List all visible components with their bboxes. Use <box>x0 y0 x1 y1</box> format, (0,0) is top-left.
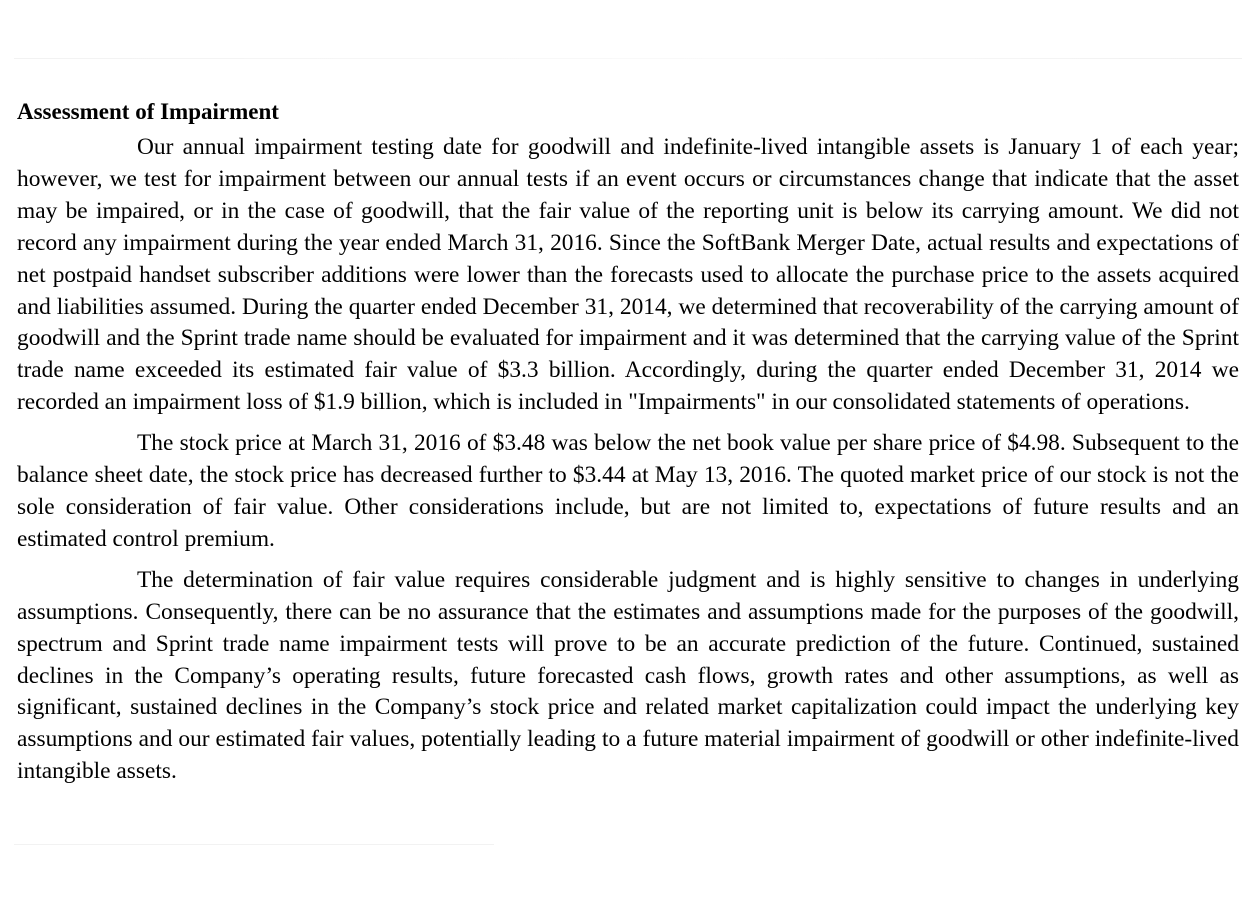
paragraph-impairment-testing: Our annual impairment testing date for goodwill and indefinite-lived intangible assets is January 1 of each year; however, we test for impairment between our annual tests if an event occurs or circumstances change that indicate that the asset may be impaired, or in the case of goodwill, that the fair value of the reporting unit is below its carrying amount. We did not record any impairment during the year ended March 31, 2016. Since the SoftBank Merger Date, actual results and expectations of net postpaid handset subscriber additions were lower than the forecasts used to allocate the purchase price to the assets acquired and liabilities assumed. During the quarter ended December 31, 2014, we determined that recoverability of the carrying amount of goodwill and the Sprint trade name should be evaluated for impairment and it was determined that the carrying value of the Sprint trade name exceeded its estimated fair value of $3.3 billion. Accordingly, during the quarter ended December 31, 2014 we recorded an impairment loss of $1.9 billion, which is included in "Impairments" in our consolidated statements of operations. <box>17 134 1239 416</box>
document-section <box>17 96 1239 788</box>
section-heading: Assessment of Impairment <box>17 99 279 124</box>
scan-edge-bottom <box>14 844 494 845</box>
scan-edge-top <box>14 58 1242 59</box>
paragraph-stock-price: The stock price at March 31, 2016 of $3.48 was below the net book value per share price of $4.98. Subsequent to the balance sheet date, the stock price has decreased further to $3.44 at May 13, 2016. The quoted market price of our stock is not the sole consideration of fair value. Other considerations include, but are not limited to, expectations of future results and an estimated control premium. <box>17 430 1239 552</box>
paragraph-fair-value-judgment: The determination of fair value requires considerable judgment and is highly sensitive to changes in underlying assumptions. Consequently, there can be no assurance that the estimates and assumptions made for the purposes of the goodwill, spectrum and Sprint trade name impairment tests will prove to be an accurate prediction of the future. Continued, sustained declines in the Company’s operating results, future forecasted cash flows, growth rates and other assumptions, as well as significant, sustained declines in the Company’s stock price and related market capitalization could impact the underlying key assumptions and our estimated fair values, potentially leading to a future material impairment of goodwill or other indefinite-lived intangible assets. <box>17 566 1239 785</box>
